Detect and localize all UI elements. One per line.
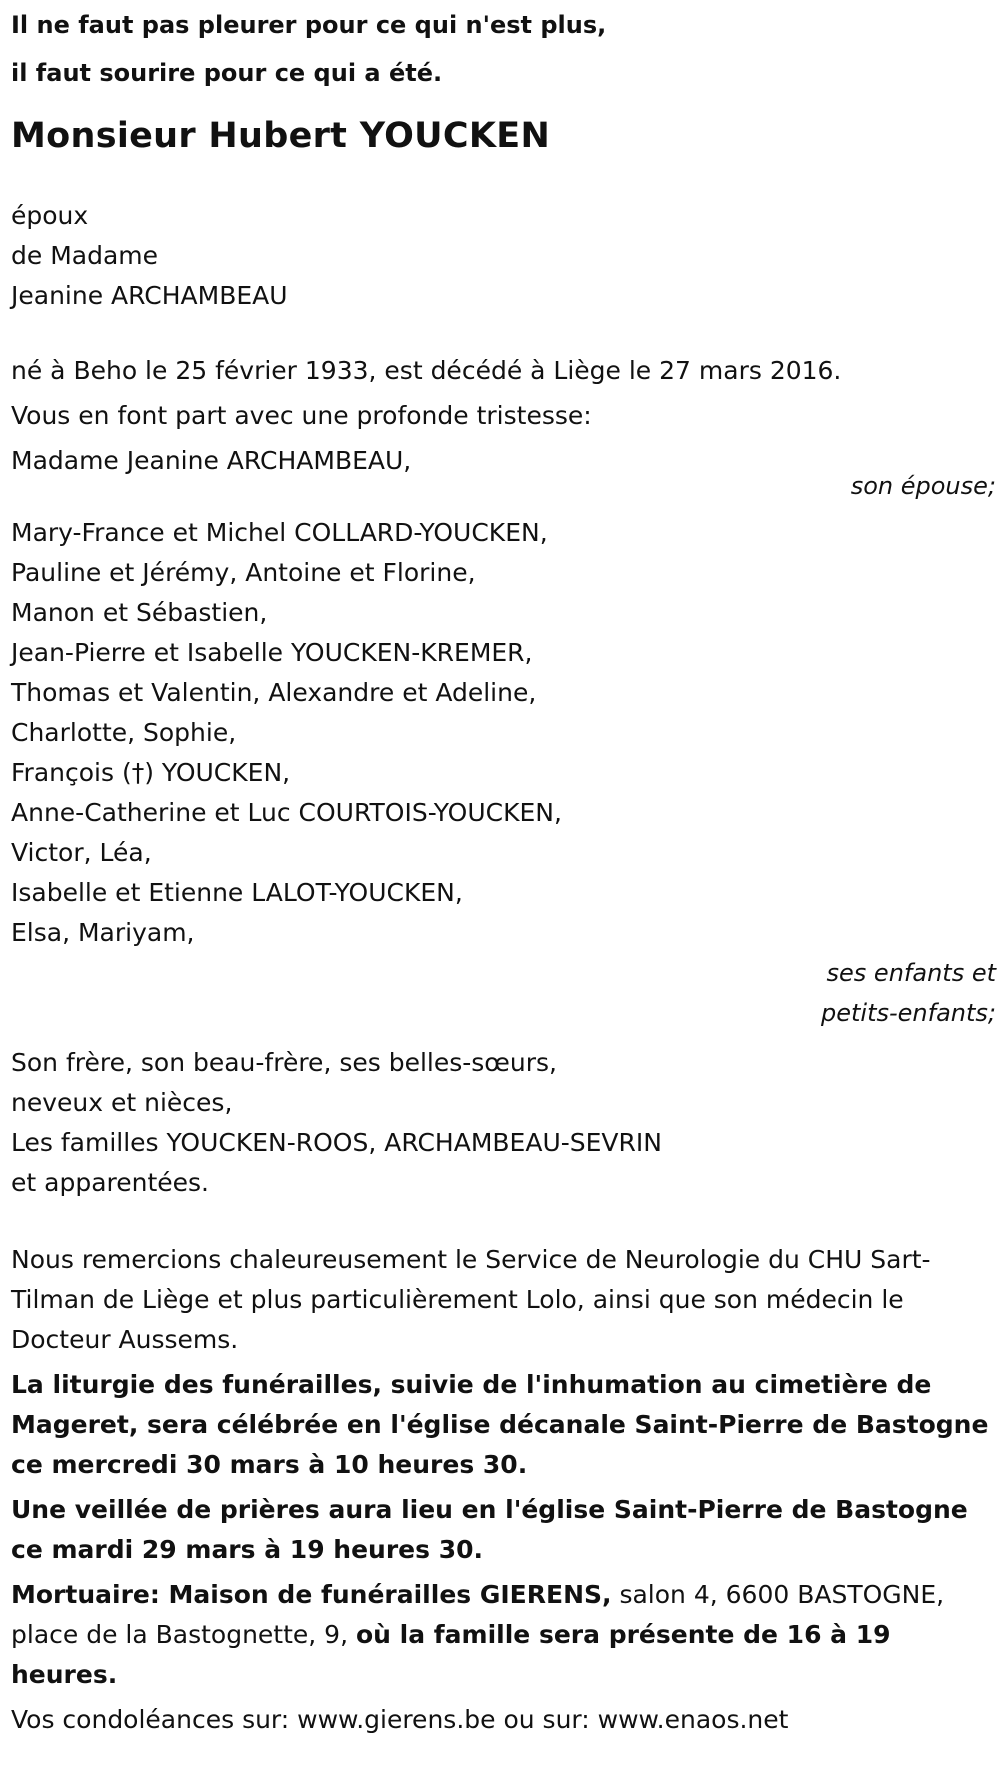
mortuary-presence: où la famille sera présente de 16 à 19 heures. [11,1620,891,1689]
vigil-block [11,1490,996,1570]
child-line: Charlotte, Sophie, [11,718,237,747]
family-line: Son frère, son beau-frère, ses belles-sœurs, [11,1048,557,1077]
birth-death-text: né à Beho le 25 février 1933, est décédé à Liège le 27 mars 2016. [11,356,842,385]
quote-line-2: il faut sourire pour ce qui a été. [11,59,443,87]
child-line: Pauline et Jérémy, Antoine et Florine, [11,558,476,587]
mortuary-label: Mortuaire: Maison de funérailles GIERENS, [11,1580,612,1609]
family-line: neveux et nièces, [11,1088,233,1117]
wife-name: Madame Jeanine ARCHAMBEAU, [11,446,412,475]
condolences-block [11,1700,996,1740]
funeral-block [11,1365,996,1485]
spouse-line-1: époux [11,201,89,230]
family-block [11,1043,996,1203]
mortuary-address: salon 4, 6600 BASTOGNE, place de la Bastognette, 9, [11,1580,945,1649]
mortuary-text [11,1575,961,1695]
children-role-line-1: ses enfants et [826,959,996,987]
intro-text: Vous en font part avec une profonde tristesse: [11,401,592,430]
intro-block [11,396,996,436]
child-line: Victor, Léa, [11,838,152,867]
family-line: et apparentées. [11,1168,209,1197]
spouse-block [11,196,996,316]
child-line: Isabelle et Etienne LALOT-YOUCKEN, [11,878,463,907]
quote-line-1: Il ne faut pas pleurer pour ce qui n'est plus, [11,11,607,39]
child-line: Elsa, Mariyam, [11,918,195,947]
funeral-text: La liturgie des funérailles, suivie de l'inhumation au cimetière de Mageret, sera célébrée en l'église décanale Saint-Pierre de Bastogne ce mercredi 30 mars à 10 heures 30. [11,1370,989,1479]
child-line: Manon et Sébastien, [11,598,268,627]
family-line: Les familles YOUCKEN-ROOS, ARCHAMBEAU-SEVRIN [11,1128,662,1157]
child-line: Thomas et Valentin, Alexandre et Adeline, [11,678,537,707]
thanks-block [11,1240,996,1360]
thanks-text: Nous remercions chaleureusement le Service de Neurologie du CHU Sart-Tilman de Liège et plus particulièrement Lolo, ainsi que son médecin le Docteur Aussems. [11,1245,931,1354]
child-line: François (†) YOUCKEN, [11,758,291,787]
vigil-text: Une veillée de prières aura lieu en l'église Saint-Pierre de Bastogne ce mardi 29 mars à 19 heures 30. [11,1495,968,1564]
wife-role: son épouse; [850,472,996,500]
child-line: Mary-France et Michel COLLARD-YOUCKEN, [11,518,548,547]
child-line: Anne-Catherine et Luc COURTOIS-YOUCKEN, [11,798,562,827]
child-line: Jean-Pierre et Isabelle YOUCKEN-KREMER, [11,638,533,667]
deceased-name: Monsieur Hubert YOUCKEN [11,116,551,156]
mortuary-block [11,1575,996,1695]
spouse-line-2: de Madame [11,241,159,270]
birth-death-block [11,351,996,391]
condolences-text: Vos condoléances sur: www.gierens.be ou sur: www.enaos.net [11,1705,789,1734]
children-block [11,513,996,1033]
spouse-line-3: Jeanine ARCHAMBEAU [11,281,288,310]
wife-block [11,441,996,506]
obituary-content [11,0,996,1740]
children-role-line-2: petits-enfants; [821,999,996,1027]
quote-block [11,0,996,98]
